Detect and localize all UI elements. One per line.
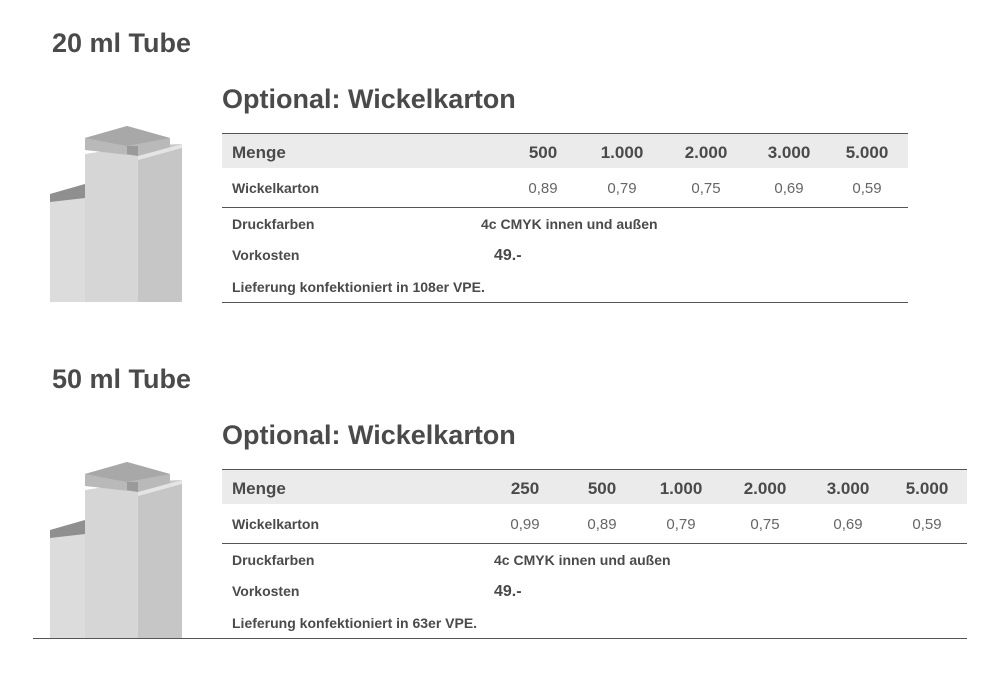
druckfarben-value: 4c CMYK innen und außen xyxy=(494,552,671,568)
lieferung-note: Lieferung konfektioniert in 63er VPE. xyxy=(232,615,478,631)
quantity-cell: 500 xyxy=(528,143,558,162)
price-cell: 0,59 xyxy=(852,180,882,197)
section-title: 50 ml Tube xyxy=(52,364,192,394)
wickelkarton-price-row xyxy=(222,169,908,207)
druckfarben-value: 4c CMYK innen und außen xyxy=(481,216,658,232)
vorkosten-label: Vorkosten xyxy=(232,583,300,599)
vorkosten-label: Vorkosten xyxy=(232,247,300,263)
price-cell: 0,89 xyxy=(528,180,558,197)
quantity-cell: 2.000 xyxy=(743,479,787,498)
quantity-cell: 3.000 xyxy=(826,479,870,498)
menge-header-row xyxy=(222,134,908,168)
table-mid-rule xyxy=(222,207,908,208)
table-mid-rule xyxy=(222,543,967,544)
quantity-cell: 5.000 xyxy=(845,143,889,162)
quantity-cell: 250 xyxy=(510,479,540,498)
wickelkarton-box-icon xyxy=(50,460,190,638)
lieferung-note: Lieferung konfektioniert in 108er VPE. xyxy=(232,279,485,295)
section-title: 20 ml Tube xyxy=(52,28,192,58)
wickelkarton-label: Wickelkarton xyxy=(232,180,320,196)
wickelkarton-label: Wickelkarton xyxy=(232,516,320,532)
table-bottom-rule xyxy=(222,302,908,303)
price-cell: 0,79 xyxy=(607,180,637,197)
wickelkarton-box-icon xyxy=(50,124,190,302)
price-cell: 0,75 xyxy=(750,516,780,533)
druckfarben-label: Druckfarben xyxy=(232,552,315,568)
price-cell: 0,89 xyxy=(587,516,617,533)
table-bottom-rule xyxy=(33,638,967,639)
quantity-cell: 5.000 xyxy=(905,479,949,498)
menge-header-row xyxy=(222,470,967,504)
section-20ml xyxy=(0,0,1000,330)
price-cell: 0,99 xyxy=(510,516,540,533)
quantity-cell: 1.000 xyxy=(600,143,644,162)
quantity-cell: 500 xyxy=(587,479,617,498)
price-cell: 0,75 xyxy=(691,180,721,197)
price-cell: 0,59 xyxy=(912,516,942,533)
druckfarben-label: Druckfarben xyxy=(232,216,315,232)
wickelkarton-price-row xyxy=(222,505,967,543)
vorkosten-value: 49.- xyxy=(494,247,522,264)
menge-label: Menge xyxy=(232,479,286,498)
menge-label: Menge xyxy=(232,143,286,162)
quantity-cell: 2.000 xyxy=(684,143,728,162)
vorkosten-value: 49.- xyxy=(494,583,522,600)
quantity-cell: 3.000 xyxy=(767,143,811,162)
section-subtitle: Optional: Wickelkarton xyxy=(222,420,516,450)
section-50ml xyxy=(0,336,1000,666)
price-cell: 0,69 xyxy=(774,180,804,197)
price-cell: 0,69 xyxy=(833,516,863,533)
section-subtitle: Optional: Wickelkarton xyxy=(222,84,516,114)
price-cell: 0,79 xyxy=(666,516,696,533)
quantity-cell: 1.000 xyxy=(659,479,703,498)
